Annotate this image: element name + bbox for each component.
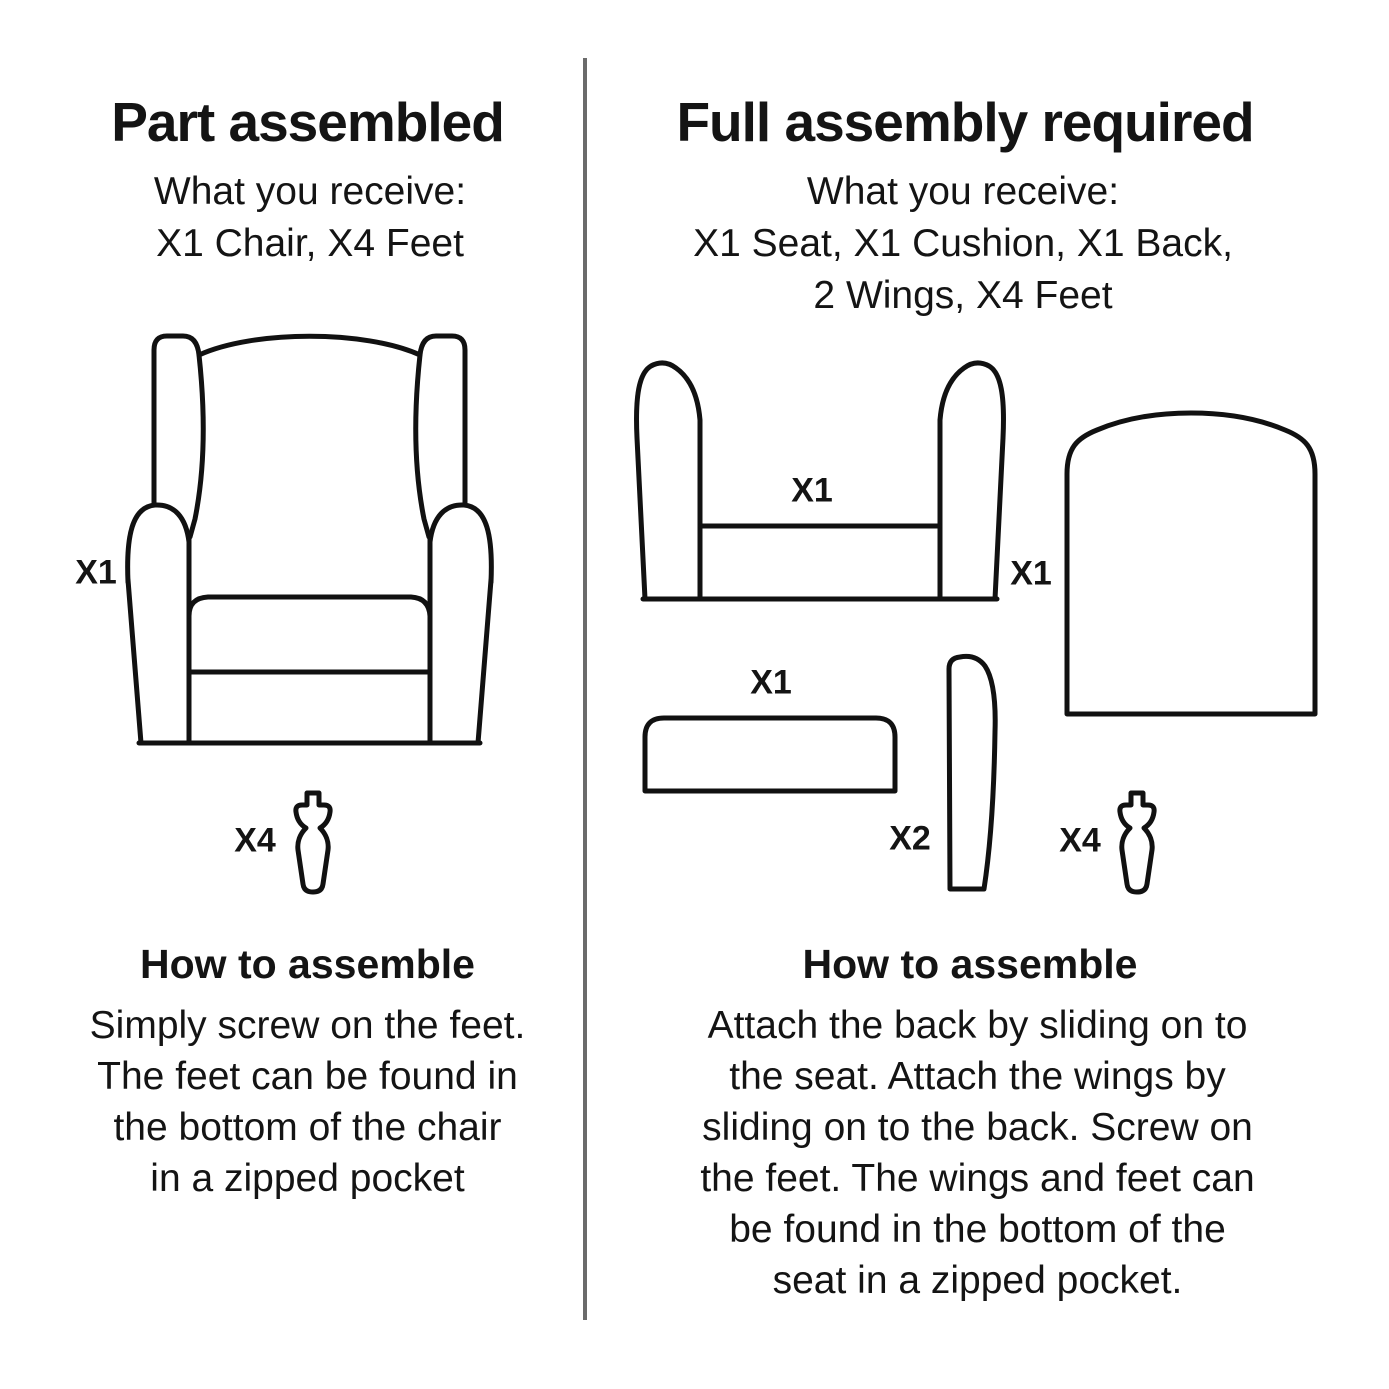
cushion-illustration — [642, 714, 898, 794]
receive-line: What you receive: — [153, 170, 467, 213]
cushion-count-label: X1 — [750, 663, 792, 702]
receive-line: X1 Chair, X4 Feet — [156, 222, 464, 265]
receive-line: X1 Seat, X1 Cushion, X1 Back, — [693, 222, 1233, 265]
part-assembled-title: Part assembled — [111, 91, 504, 153]
how-to-assemble-title: How to assemble — [140, 941, 475, 987]
foot-count-label: X4 — [234, 821, 276, 860]
full-assembly-receive — [585, 166, 1341, 322]
back-illustration — [1064, 410, 1318, 717]
how-line: the bottom of the chair — [113, 1106, 502, 1149]
how-to-assemble-text — [590, 1000, 1365, 1306]
receive-line: What you receive: — [806, 170, 1120, 213]
how-line: the feet. The wings and feet can — [700, 1157, 1255, 1200]
receive-line: 2 Wings, X4 Feet — [813, 274, 1113, 317]
foot-illustration — [1117, 790, 1157, 896]
full-assembly-title: Full assembly required — [676, 91, 1254, 153]
how-line: seat in a zipped pocket. — [772, 1259, 1183, 1302]
how-line: be found in the bottom of the — [729, 1208, 1226, 1251]
foot-illustration — [293, 790, 333, 896]
chair-illustration — [124, 324, 495, 746]
chair-count-label: X1 — [75, 553, 117, 592]
back-count-label: X1 — [1010, 554, 1052, 593]
how-line: in a zipped pocket — [150, 1157, 465, 1200]
seat-count-label: X1 — [791, 471, 833, 510]
wing-count-label: X2 — [889, 819, 931, 858]
how-line: the seat. Attach the wings by — [729, 1055, 1226, 1098]
how-line: The feet can be found in — [97, 1055, 518, 1098]
how-to-assemble-text — [15, 1000, 600, 1204]
how-line: sliding on to the back. Screw on — [702, 1106, 1253, 1149]
how-line: Attach the back by sliding on to — [707, 1004, 1248, 1047]
wing-illustration — [946, 654, 998, 892]
foot-count-label: X4 — [1059, 821, 1101, 860]
part-assembled-receive — [25, 166, 595, 270]
how-line: Simply screw on the feet. — [89, 1004, 526, 1047]
how-to-assemble-title: How to assemble — [802, 941, 1138, 987]
